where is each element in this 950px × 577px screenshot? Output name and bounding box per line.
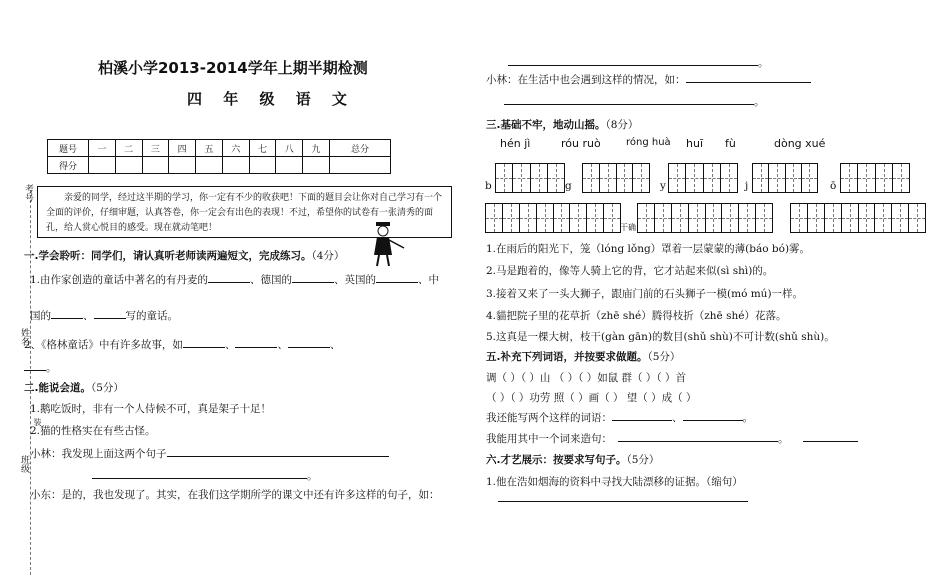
- writing-grid[interactable]: [582, 163, 650, 193]
- section2-heading: [24, 380, 124, 395]
- writing-grid[interactable]: [790, 203, 926, 233]
- answer-blank[interactable]: [498, 491, 748, 502]
- answer-blank[interactable]: [618, 431, 778, 442]
- score-header-cell: 题号: [48, 140, 89, 157]
- score-header-cell: 三: [142, 140, 169, 157]
- section5-heading: [486, 349, 680, 364]
- score-table-header-row: [48, 140, 391, 157]
- section6-answer: [498, 491, 748, 505]
- section1-title: 一.学会聆听：同学们，请认真听老师读两遍短文，完成练习。: [24, 250, 312, 262]
- score-header-cell: 七: [249, 140, 276, 157]
- q2-end: 。: [46, 362, 57, 374]
- section3-heading: [486, 117, 638, 132]
- section3-score: （8分）: [605, 119, 639, 131]
- answer-blank[interactable]: [612, 410, 672, 421]
- section2-line1: 1.鹅吃饭时，非有一个人侍候不可，真是架子十足！: [30, 403, 272, 415]
- pinyin-3: róng huà: [626, 137, 671, 148]
- answer-blank[interactable]: [208, 272, 250, 283]
- grid-letter: y: [660, 180, 666, 192]
- answer-blank[interactable]: [94, 308, 126, 319]
- grid-letter: b: [485, 180, 492, 192]
- q3-1: 1.在雨后的阳光下，笼（lóng lǒng）罩着一层蒙蒙的薄(báo bó)雾。: [486, 243, 811, 255]
- score-header-cell: 六: [222, 140, 249, 157]
- pinyin-5: fù: [725, 137, 736, 150]
- section2-text: 小林：我发现上面这两个句子: [30, 448, 167, 460]
- intro-notice: 亲爱的同学，经过这半期的学习，你一定有不少的收获吧！下面的题目会让你对自己学习有一个全面的评价，仔细审题，认真答卷，你一定会有出色的表现！不过，希望你的试卷有一张清秀的面孔，给人赏心悦目的感受。现在就动笔吧！: [37, 186, 452, 238]
- answer-blank[interactable]: [51, 308, 83, 319]
- answer-blank[interactable]: [183, 337, 225, 348]
- section5-line1: 调（ ）（ ）山 （ ）（ ）如鼠 群（ ）（ ）首: [486, 372, 686, 384]
- q1-text: 、中: [418, 274, 440, 286]
- answer-blank[interactable]: [803, 431, 858, 442]
- answer-blank[interactable]: [24, 360, 46, 371]
- section5-score: （5分）: [647, 351, 681, 363]
- pinyin-6: dòng xué: [774, 137, 826, 150]
- writing-grid[interactable]: [840, 163, 910, 193]
- q3-2: 2.马是跑着的，像等人骑上它的背，它才站起来似(sì shì)的。: [486, 265, 774, 277]
- score-header-cell: 五: [196, 140, 223, 157]
- answer-blank[interactable]: [686, 72, 811, 83]
- score-input-cell[interactable]: [196, 157, 223, 174]
- score-input-cell[interactable]: [222, 157, 249, 174]
- answer-blank[interactable]: [376, 272, 418, 283]
- section2-line5: 小东：是的，我也发现了。其实，在我们这学期所学的课文中还有许多这样的句子，如：: [30, 489, 440, 501]
- q1-line2: [30, 308, 178, 323]
- right-top-line: [508, 55, 769, 70]
- pinyin-1: hén jì: [500, 137, 531, 150]
- score-header-cell: 总分: [330, 140, 391, 157]
- q1-text: 、: [83, 310, 94, 322]
- answer-blank[interactable]: [288, 337, 330, 348]
- section6-title: 六.才艺展示：按要求写句子。: [486, 454, 627, 466]
- banji-label: 班级: [19, 455, 29, 473]
- xiaolin-text: 小林：在生活中也会遇到这样的情况，如：: [486, 74, 686, 86]
- q2-text: 、: [277, 339, 288, 351]
- grid-letter: j: [745, 180, 749, 192]
- section1-heading: [24, 248, 344, 263]
- section5-text: 我还能写两个这样的词语：: [486, 412, 612, 424]
- score-input-cell[interactable]: [276, 157, 303, 174]
- section5-line3: [486, 410, 753, 425]
- section2-title: 二.能说会道。: [24, 382, 91, 394]
- pinyin-4: huī: [686, 137, 703, 150]
- score-table: [47, 139, 391, 174]
- zhuang-label: 装: [33, 418, 42, 426]
- score-input-cell[interactable]: [169, 157, 196, 174]
- score-table-score-row: [48, 157, 391, 174]
- answer-blank[interactable]: [92, 468, 307, 479]
- score-input-cell[interactable]: [330, 157, 391, 174]
- answer-blank[interactable]: [292, 272, 334, 283]
- score-input-cell[interactable]: [249, 157, 276, 174]
- q2-line: [24, 337, 340, 352]
- score-header-cell: 九: [303, 140, 330, 157]
- grid-letter: g: [565, 180, 572, 192]
- score-input-cell[interactable]: [303, 157, 330, 174]
- teacher-figure-icon: [368, 220, 408, 270]
- q1-line1: [30, 272, 439, 287]
- writing-grid[interactable]: [495, 163, 565, 193]
- q1-text: 国的: [30, 310, 51, 322]
- q3-4: 4.貓把院子里的花草折（zhē shé）腾得枝折（zhē shé）花落。: [486, 310, 787, 322]
- section5-title: 五.补充下列词语，并按要求做题。: [486, 351, 648, 363]
- section5-text: 我能用其中一个词来造句：: [486, 433, 612, 445]
- score-row-label: 得分: [48, 157, 89, 174]
- answer-blank[interactable]: [683, 410, 743, 421]
- section6-line1: 1.他在浩如烟海的资料中寻找大陆漂移的证据。（缩句）: [486, 476, 743, 488]
- section2-line3: [30, 446, 389, 461]
- score-input-cell[interactable]: [89, 157, 116, 174]
- gan-label: 干确: [620, 223, 636, 232]
- answer-blank[interactable]: [167, 446, 389, 457]
- section2-line2: 2.猫的性格实在有些古怪。: [30, 425, 156, 437]
- q2-text: 、: [329, 339, 341, 351]
- q1-text: 写的童话。: [125, 310, 178, 322]
- q1-text: 、英国的: [334, 274, 377, 286]
- section6-heading: [486, 452, 659, 467]
- answer-blank[interactable]: [504, 94, 754, 105]
- right-top-line2: [504, 94, 765, 109]
- grid-letter: ō: [830, 180, 837, 192]
- section2-score: （5分）: [91, 382, 124, 394]
- pinyin-2: róu ruò: [561, 137, 601, 150]
- right-top-end2: 。: [754, 96, 765, 108]
- score-header-cell: 一: [89, 140, 116, 157]
- answer-blank[interactable]: [235, 337, 277, 348]
- q1-text: 1.由作家创造的童话中著名的有丹麦的: [30, 274, 209, 286]
- writing-grid[interactable]: [752, 163, 818, 193]
- page-title: 柏溪小学2013-2014学年上期半期检测: [98, 59, 368, 77]
- section1-score: （4分）: [311, 250, 345, 262]
- xiaolin-line: [486, 72, 811, 87]
- q2-text: 2、《格林童话》中有许多故事，如: [24, 339, 183, 351]
- writing-grid[interactable]: [668, 163, 738, 193]
- q2-text: 、: [224, 339, 236, 351]
- q2-line2: [24, 360, 57, 375]
- right-top-end: 。: [758, 57, 769, 69]
- page-subtitle: 四 年 级 语 文: [187, 90, 355, 108]
- section5-end: 。: [778, 433, 789, 445]
- section2-end: 。: [307, 470, 318, 482]
- score-header-cell: 四: [169, 140, 196, 157]
- score-input-cell[interactable]: [115, 157, 142, 174]
- kaohao-label: 考号: [23, 184, 33, 202]
- score-header-cell: 二: [115, 140, 142, 157]
- q3-5: 5.这真是一棵大树，枝干(gàn gān)的数目(shǔ shù)不可计数(shǔ shù)。: [486, 331, 835, 343]
- writing-grid[interactable]: [485, 203, 621, 233]
- answer-blank[interactable]: [508, 55, 758, 66]
- score-input-cell[interactable]: [142, 157, 169, 174]
- writing-grid[interactable]: [637, 203, 773, 233]
- section3-title: 三.基础不牢，地动山摇。: [486, 119, 606, 131]
- section2-line4: [92, 468, 318, 483]
- section5-end: 。: [742, 412, 753, 424]
- section5-line4: [486, 431, 858, 446]
- q1-text: 、德国的: [250, 274, 293, 286]
- xingming-label: 姓名: [19, 328, 29, 346]
- score-header-cell: 八: [276, 140, 303, 157]
- section5-line2: （ ）（ ）功劳 照（ ）画（ ） 望（ ）成（ ）: [486, 392, 697, 404]
- section5-sep: 、: [672, 412, 683, 424]
- section6-score: （5分）: [626, 454, 660, 466]
- q3-3: 3.接着又来了一头大狮子，跟庙门前的石头狮子一模(mó mú)一样。: [486, 288, 804, 300]
